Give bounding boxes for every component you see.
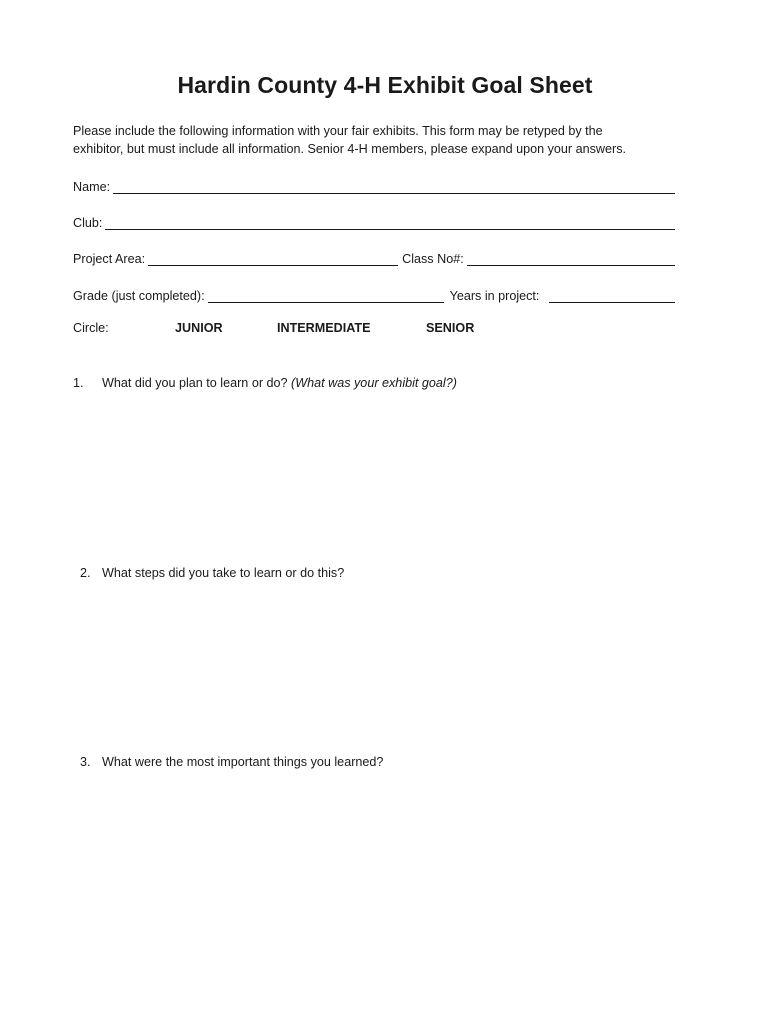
grade-row [73,285,675,303]
question-3 [73,755,673,773]
question-2-text: What steps did you take to learn or do this? [102,566,345,580]
circle-label: Circle: [73,321,109,335]
option-senior[interactable]: SENIOR [426,321,475,335]
intro-line-1: Please include the following information with your fair exhibits. This form may be retyped by the [73,124,603,138]
option-intermediate[interactable]: INTERMEDIATE [277,321,371,335]
intro-line-2: exhibitor, but must include all information. Senior 4-H members, please expand upon your answers. [73,142,627,156]
project-area-field[interactable] [148,252,398,266]
grade-field[interactable] [208,289,444,303]
page-title: Hardin County 4-H Exhibit Goal Sheet [177,72,593,98]
class-no-label: Class No#: [402,252,464,266]
intro-paragraph [73,122,683,158]
years-field[interactable] [549,289,675,303]
name-field[interactable] [113,180,675,194]
question-2 [73,566,673,584]
name-row [73,176,675,194]
class-no-field[interactable] [467,252,675,266]
question-1 [73,376,673,394]
project-area-label: Project Area: [73,252,146,266]
club-label: Club: [73,216,103,230]
circle-row [73,321,675,339]
club-field[interactable] [105,216,675,230]
years-label: Years in project: [449,289,540,303]
question-1-hint: (What was your exhibit goal?) [291,376,457,390]
question-1-number: 1. [73,376,84,390]
question-3-number: 3. [80,755,91,769]
question-1-text: What did you plan to learn or do? [102,376,292,390]
option-junior[interactable]: JUNIOR [175,321,223,335]
project-row [73,248,675,266]
question-3-text: What were the most important things you learned? [102,755,384,769]
grade-label: Grade (just completed): [73,289,205,303]
name-label: Name: [73,180,111,194]
club-row [73,212,675,230]
question-1-text-wrap [102,376,457,390]
question-2-number: 2. [80,566,91,580]
